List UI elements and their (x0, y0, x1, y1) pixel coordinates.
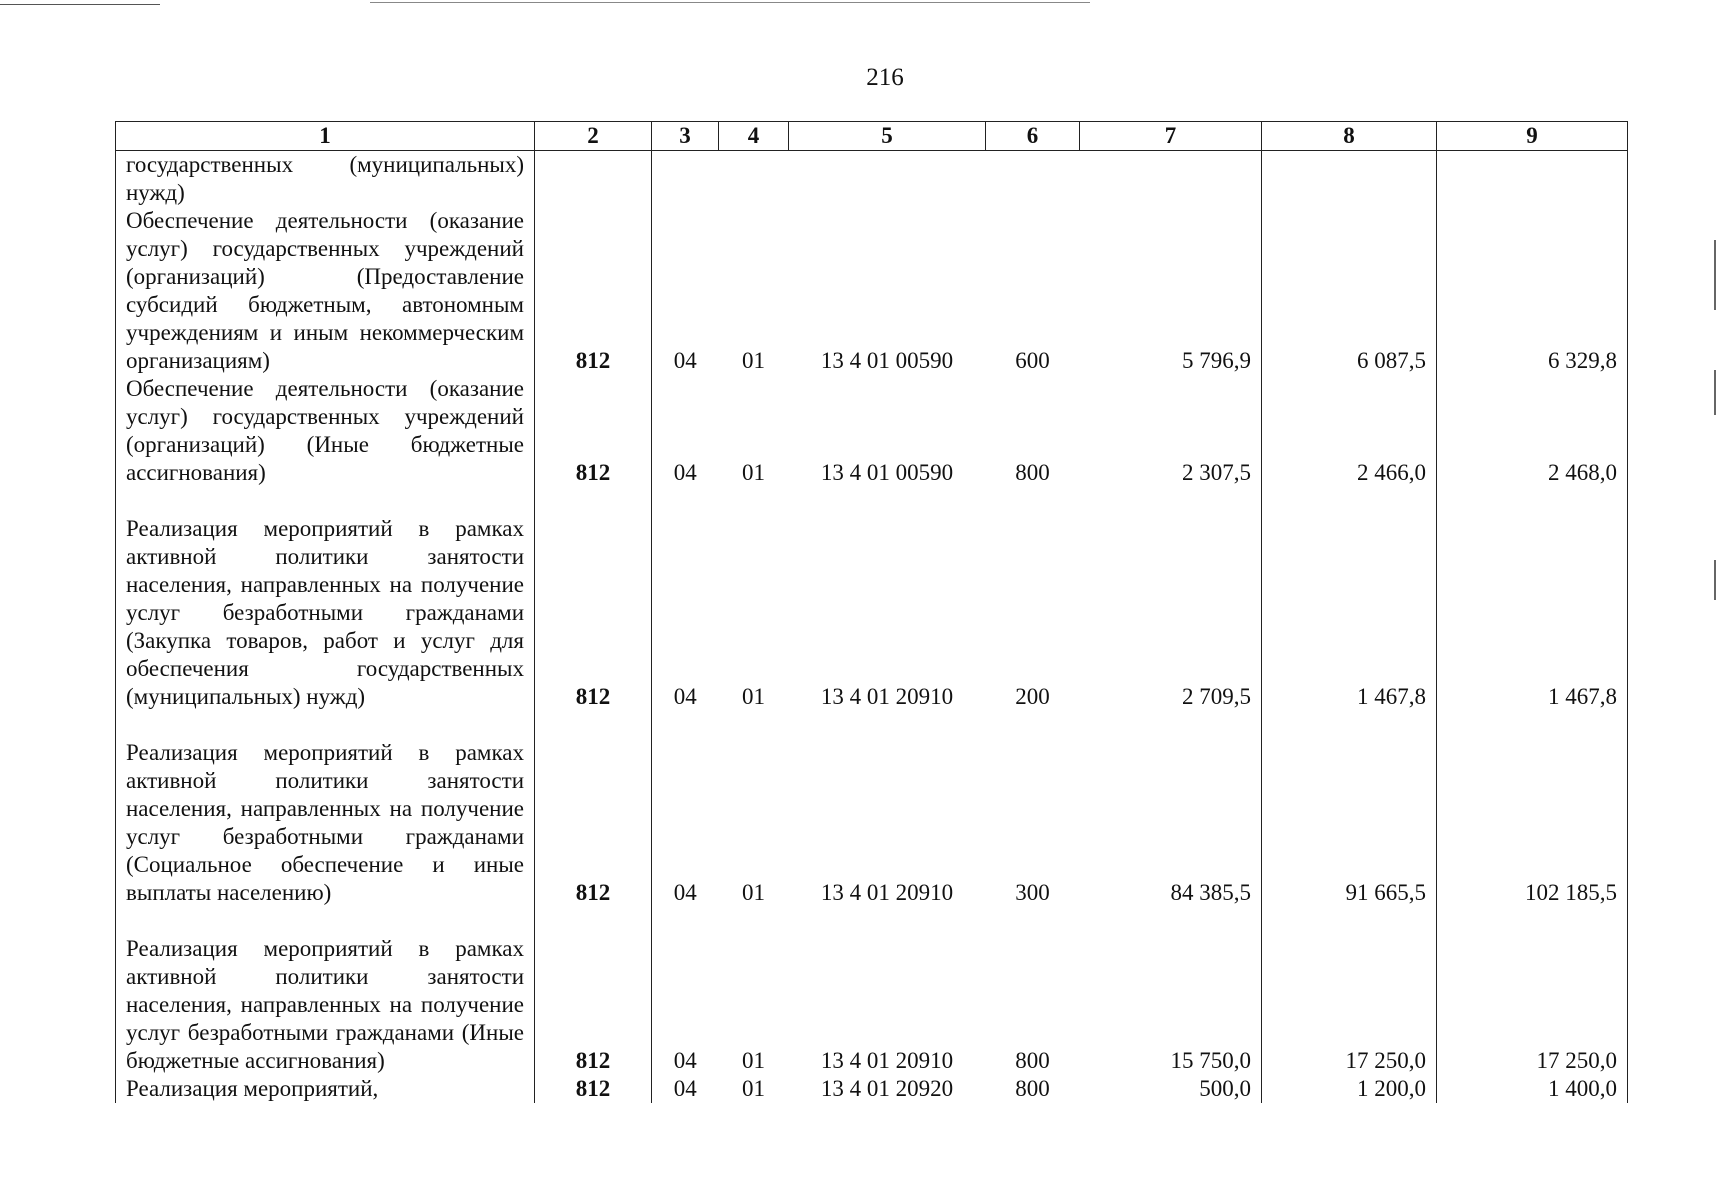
cell-rz: 04 (673, 460, 697, 485)
row-description: Реализация мероприятий в рамках активной политики занятости населения, направленных на получение услуг безработными гражданами (Закупка товаров, работ и услуг для обеспечения государственных (муниципальных) нужд) (116, 487, 535, 711)
table-row (116, 1075, 1628, 1103)
cell-pr: 01 (742, 1076, 765, 1101)
scan-artifact-line (0, 4, 160, 5)
cell-rz (652, 151, 719, 208)
cell-vr: 600 (1015, 348, 1050, 373)
cell-rz: 04 (673, 348, 697, 373)
row-description: Обеспечение деятельности (оказание услуг) государственных учреждений (организаций) (Предоставление субсидий бюджетным, автономным учреждениям и иным некоммерческим организациям) (116, 207, 535, 375)
cell-pr: 01 (742, 1048, 765, 1073)
table-row (116, 487, 1628, 711)
cell-amount-year2: 6 087,5 (1262, 207, 1437, 375)
table-row (116, 151, 1628, 208)
cell-rz: 04 (673, 880, 697, 905)
cell-amount-year3: 17 250,0 (1437, 907, 1628, 1075)
cell-amount-year2: 91 665,5 (1262, 711, 1437, 907)
cell-amount-year1: 2 709,5 (1080, 487, 1262, 711)
cell-pr (719, 151, 789, 208)
cell-rz: 04 (673, 684, 697, 709)
cell-rz: 04 (673, 1076, 697, 1101)
cell-ved: 812 (535, 1075, 652, 1103)
cell-ved: 812 (535, 207, 652, 375)
cell-amount-year1: 15 750,0 (1080, 907, 1262, 1075)
cell-csr: 13 4 01 20910 (820, 1048, 954, 1073)
table-row (116, 711, 1628, 907)
cell-pr: 01 (742, 684, 765, 709)
table-row (116, 907, 1628, 1075)
cell-vr (986, 151, 1080, 208)
row-description: государственных (муниципальных) нужд) (116, 151, 535, 208)
table-header-row (116, 122, 1628, 151)
cell-amount-year3: 1 400,0 (1437, 1075, 1628, 1103)
cell-amount-year1 (1080, 151, 1262, 208)
cell-csr: 13 4 01 20910 (820, 880, 954, 905)
cell-csr: 13 4 01 20920 (820, 1076, 954, 1101)
cell-pr: 01 (742, 348, 765, 373)
column-header: 9 (1437, 122, 1628, 151)
column-header: 8 (1262, 122, 1437, 151)
budget-table (115, 121, 1628, 1103)
cell-pr: 01 (742, 880, 765, 905)
cell-pr: 01 (742, 460, 765, 485)
row-description: Реализация мероприятий в рамках активной политики занятости населения, направленных на получение услуг безработными гражданами (Социальное обеспечение и иные выплаты населению) (116, 711, 535, 907)
column-header: 1 (116, 122, 535, 151)
cell-amount-year3: 102 185,5 (1437, 711, 1628, 907)
cell-csr (789, 151, 986, 208)
cell-ved (535, 151, 652, 208)
column-header: 4 (719, 122, 789, 151)
row-description: Обеспечение деятельности (оказание услуг) государственных учреждений (организаций) (Иные бюджетные ассигнования) (116, 375, 535, 487)
cell-ved: 812 (535, 375, 652, 487)
column-header: 5 (789, 122, 986, 151)
cell-vr: 800 (1015, 1076, 1050, 1101)
cell-amount-year1: 500,0 (1080, 1075, 1262, 1103)
table-row (116, 207, 1628, 375)
table-row (116, 375, 1628, 487)
cell-vr: 800 (1015, 460, 1050, 485)
cell-vr: 800 (1015, 1048, 1050, 1073)
cell-vr: 300 (1015, 880, 1050, 905)
row-description: Реализация мероприятий в рамках активной политики занятости населения, направленных на получение услуг безработными гражданами (Иные бюджетные ассигнования) (116, 907, 535, 1075)
cell-ved: 812 (535, 487, 652, 711)
cell-vr: 200 (1015, 684, 1050, 709)
cell-amount-year1: 84 385,5 (1080, 711, 1262, 907)
cell-rz: 04 (673, 1048, 697, 1073)
column-header: 6 (986, 122, 1080, 151)
column-header: 3 (652, 122, 719, 151)
cell-csr: 13 4 01 20910 (820, 684, 954, 709)
scan-artifact-line (370, 2, 1090, 3)
cell-ved: 812 (535, 711, 652, 907)
cell-amount-year1: 5 796,9 (1080, 207, 1262, 375)
cell-amount-year3 (1437, 151, 1628, 208)
cell-amount-year3: 6 329,8 (1437, 207, 1628, 375)
scan-edge-mark (1714, 370, 1716, 415)
cell-amount-year2: 1 200,0 (1262, 1075, 1437, 1103)
cell-ved: 812 (535, 907, 652, 1075)
cell-csr: 13 4 01 00590 (820, 348, 954, 373)
cell-amount-year1: 2 307,5 (1080, 375, 1262, 487)
cell-amount-year2: 17 250,0 (1262, 907, 1437, 1075)
column-header: 2 (535, 122, 652, 151)
page-number: 216 (866, 64, 904, 91)
cell-amount-year2 (1262, 151, 1437, 208)
row-description: Реализация мероприятий, (116, 1075, 535, 1103)
cell-csr: 13 4 01 00590 (820, 460, 954, 485)
cell-amount-year3: 2 468,0 (1437, 375, 1628, 487)
column-header: 7 (1080, 122, 1262, 151)
cell-amount-year2: 1 467,8 (1262, 487, 1437, 711)
cell-amount-year3: 1 467,8 (1437, 487, 1628, 711)
scan-edge-mark (1714, 560, 1716, 600)
cell-amount-year2: 2 466,0 (1262, 375, 1437, 487)
scan-edge-mark (1714, 240, 1716, 310)
